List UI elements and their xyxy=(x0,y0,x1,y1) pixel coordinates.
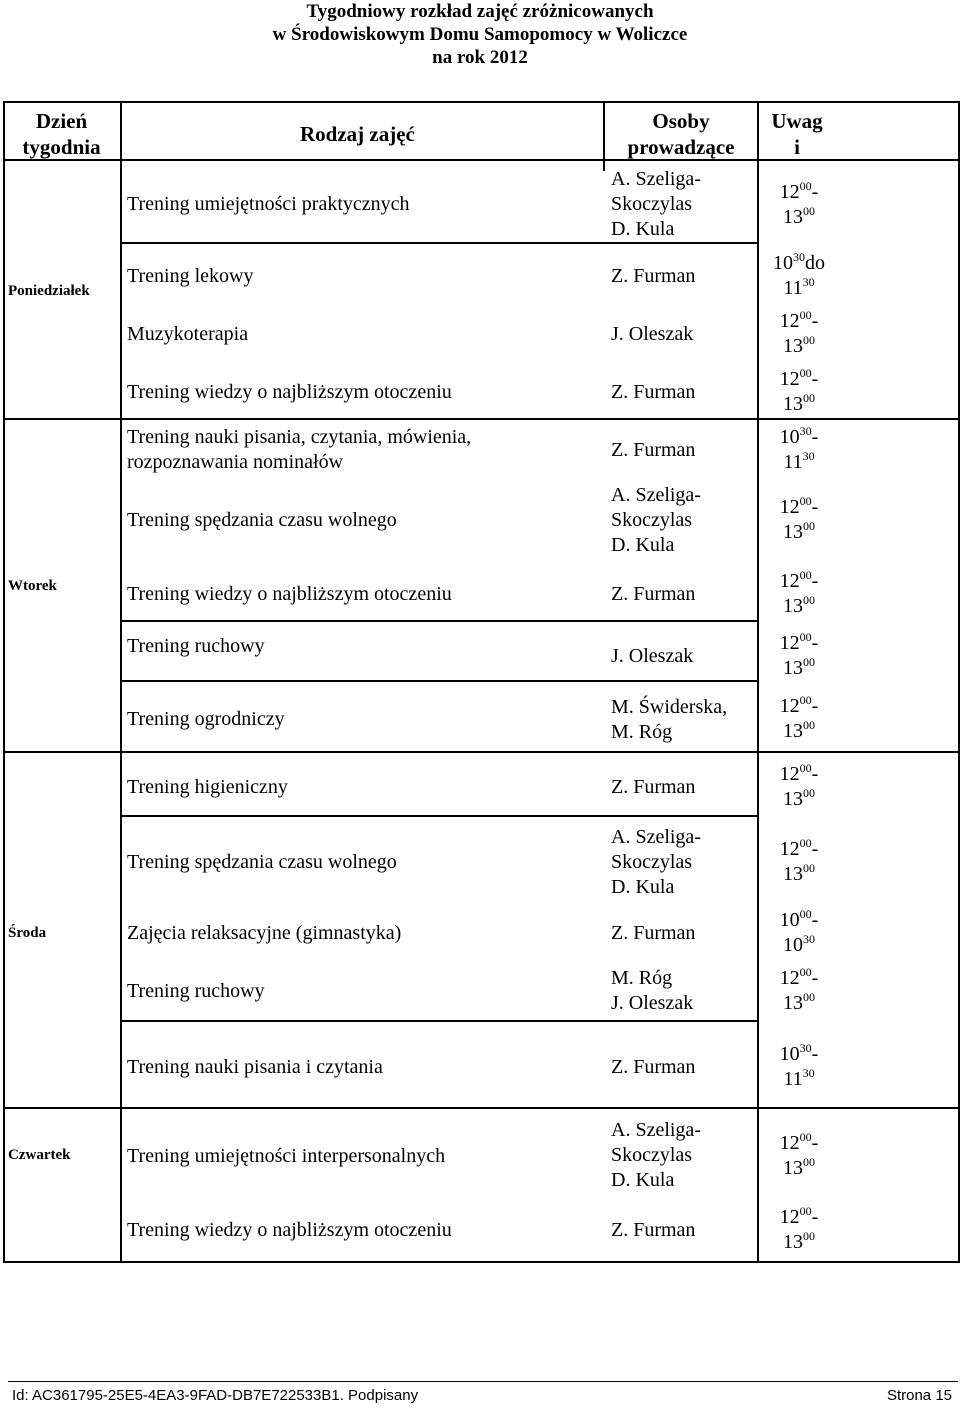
persons-cell: A. Szeliga- Skoczylas D. Kula xyxy=(611,1119,701,1191)
activity-cell: Trening wiedzy o najbliższym otoczeniu xyxy=(127,583,452,605)
persons-cell: M. Róg J. Oleszak xyxy=(611,967,694,1014)
day-divider-wed xyxy=(3,1107,958,1109)
time-cell: $12^{00}-$ $13^{00}$ xyxy=(779,568,819,617)
activity-cell: Trening ogrodniczy xyxy=(127,708,285,730)
title-line-2: w Środowiskowym Domu Samopomocy w Woliczce xyxy=(272,24,688,45)
persons-cell: Z. Furman xyxy=(611,381,696,403)
row-divider xyxy=(120,680,758,682)
day-divider-mon xyxy=(3,418,958,420)
activity-cell: Trening ruchowy xyxy=(127,980,265,1002)
activity-cell: Trening umiejętności interpersonalnych xyxy=(127,1145,446,1167)
persons-cell: J. Oleszak xyxy=(611,645,694,667)
activity-cell: Trening nauki pisania i czytania xyxy=(127,1056,383,1078)
persons-cell: A. Szeliga- Skoczylas D. Kula xyxy=(611,484,701,556)
document-title xyxy=(0,0,960,69)
time-cell: $10^{00}-$ $10^{30}$ xyxy=(779,907,819,956)
activity-cell: Trening higieniczny xyxy=(127,776,288,798)
time-cell: $12^{00}-$ $13^{00}$ xyxy=(779,630,819,679)
persons-cell: A. Szeliga- Skoczylas D. Kula xyxy=(611,168,701,240)
activity-cell: Trening ruchowy xyxy=(127,635,265,657)
activity-cell: Zajęcia relaksacyjne (gimnastyka) xyxy=(127,922,402,944)
time-cell: $12^{00}-$ $13^{00}$ xyxy=(779,366,819,415)
time-cell: $10^{30}-$ $11^{30}$ xyxy=(779,1041,819,1090)
activity-cell: Trening spędzania czasu wolnego xyxy=(127,509,397,531)
activity-cell: Muzykoterapia xyxy=(127,323,249,345)
activity-cell: Trening nauki pisania, czytania, mówienia, rozpoznawania nominałów xyxy=(127,426,472,473)
activity-cell: Trening wiedzy o najbliższym otoczeniu xyxy=(127,381,452,403)
title-line-1: Tygodniowy rozkład zajęć zróżnicowanych xyxy=(306,1,654,22)
persons-cell: Z. Furman xyxy=(611,583,696,605)
row-divider xyxy=(120,815,758,817)
day-label-tuesday: Wtorek xyxy=(8,578,57,594)
row-divider xyxy=(120,242,757,244)
row-divider xyxy=(120,620,758,622)
header-persons: Osoby prowadzące xyxy=(627,109,735,159)
activity-cell: Trening lekowy xyxy=(127,265,254,287)
day-label-monday: Poniedziałek xyxy=(8,283,90,299)
time-cell: $12^{00}-$ $13^{00}$ xyxy=(779,494,819,543)
time-cell: $12^{00}-$ $13^{00}$ xyxy=(779,693,819,742)
row-divider xyxy=(120,1020,758,1022)
time-cell: $12^{00}-$ $13^{00}$ xyxy=(779,836,819,885)
time-cell: $12^{00}-$ $13^{00}$ xyxy=(779,1204,819,1253)
header-notes: Uwag i xyxy=(771,109,823,159)
time-cell: $10^{30}do$ $11^{30}$ xyxy=(773,250,825,299)
time-cell: $12^{00}-$ $13^{00}$ xyxy=(779,1130,819,1179)
time-cell: $12^{00}-$ $13^{00}$ xyxy=(779,965,819,1014)
footer-divider xyxy=(8,1381,958,1382)
persons-cell: Z. Furman xyxy=(611,922,696,944)
time-cell: $10^{30}-$ $11^{30}$ xyxy=(779,424,819,473)
day-label-wednesday: Środa xyxy=(8,925,47,941)
day-divider-tue xyxy=(3,751,958,753)
persons-cell: Z. Furman xyxy=(611,1219,696,1241)
persons-cell: Z. Furman xyxy=(611,1056,696,1078)
footer-page-number: Strona 15 xyxy=(886,1387,952,1404)
header-activity: Rodzaj zajęć xyxy=(300,122,415,146)
persons-cell: M. Świderska, M. Róg xyxy=(611,696,728,743)
activity-cell: Trening wiedzy o najbliższym otoczeniu xyxy=(127,1219,452,1241)
persons-cell: J. Oleszak xyxy=(611,323,694,345)
persons-cell: A. Szeliga- Skoczylas D. Kula xyxy=(611,826,701,898)
persons-cell: Z. Furman xyxy=(611,265,696,287)
header-day: Dzień tygodnia xyxy=(22,109,101,159)
persons-cell: Z. Furman xyxy=(611,439,696,461)
time-cell: $12^{00}-$ $13^{00}$ xyxy=(779,761,819,810)
footer-document-id: Id: AC361795-25E5-4EA3-9FAD-DB7E722533B1. Podpisany xyxy=(12,1387,419,1404)
day-label-thursday: Czwartek xyxy=(8,1147,71,1163)
activity-cell: Trening spędzania czasu wolnego xyxy=(127,851,397,873)
activity-cell: Trening umiejętności praktycznych xyxy=(127,193,410,215)
time-cell: $12^{00}-$ $13^{00}$ xyxy=(779,308,819,357)
persons-cell: Z. Furman xyxy=(611,776,696,798)
title-line-3: na rok 2012 xyxy=(432,47,528,68)
time-cell: $12^{00}-$ $13^{00}$ xyxy=(779,179,819,228)
